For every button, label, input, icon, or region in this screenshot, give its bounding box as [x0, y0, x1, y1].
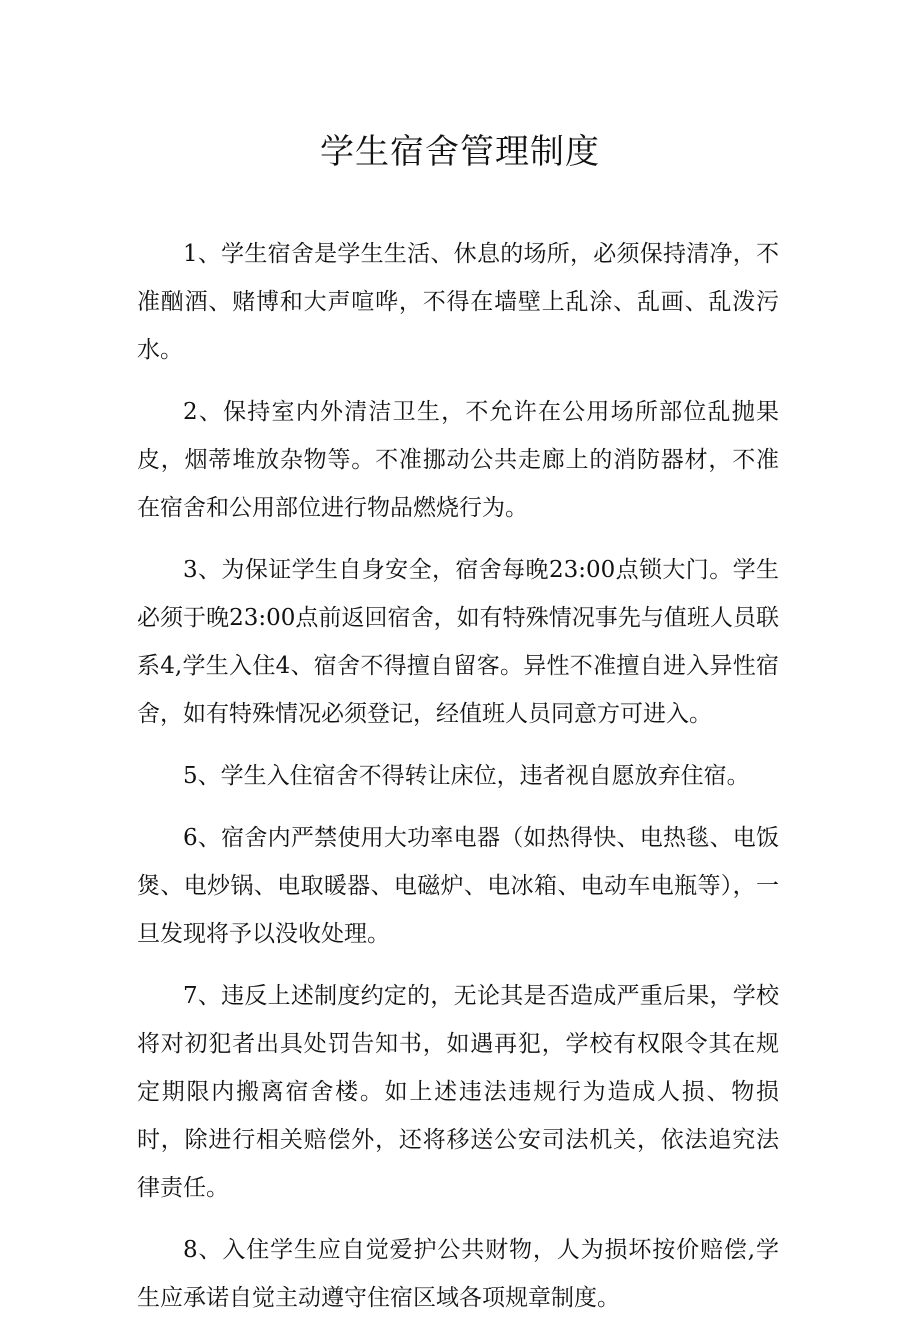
rule-paragraph-3: 3、为保证学生自身安全，宿舍每晚23:00点锁大门。学生必须于晚23:00点前返回宿舍，如有特殊情况事先与值班人员联系4,学生入住4、宿舍不得擅自留客。异性不准擅自进入异性宿舍，如有特殊情况必须登记，经值班人员同意方可进入。 — [137, 557, 779, 727]
rule-paragraph-7: 7、违反上述制度约定的，无论其是否造成严重后果，学校将对初犯者出具处罚告知书，如遇再犯，学校有权限令其在规定期限内搬离宿舍楼。如上述违法违规行为造成人损、物损时，除进行相关赔偿外，还将移送公安司法机关，依法追究法律责任。 — [137, 983, 779, 1201]
rule-paragraph-5: 5、学生入住宿舍不得转让床位，违者视自愿放弃住宿。 — [183, 763, 750, 789]
rule-paragraph-2: 2、保持室内外清洁卫生，不允许在公用场所部位乱抛果皮，烟蒂堆放杂物等。不准挪动公共走廊上的消防器材，不准在宿舍和公用部位进行物品燃烧行为。 — [137, 399, 779, 521]
rule-paragraph-1: 1、学生宿舍是学生生活、休息的场所，必须保持清净，不准酗酒、赌博和大声喧哗，不得在墙壁上乱涂、乱画、乱泼污水。 — [137, 241, 779, 363]
rule-paragraph-6: 6、宿舍内严禁使用大功率电器（如热得快、电热毯、电饭煲、电炒锅、电取暖器、电磁炉、电冰箱、电动车电瓶等），一旦发现将予以没收处理。 — [137, 825, 779, 947]
rule-paragraph-8: 8、入住学生应自觉爱护公共财物，人为损坏按价赔偿,学生应承诺自觉主动遵守住宿区域各项规章制度。 — [137, 1237, 779, 1311]
document-body — [137, 230, 779, 1336]
page-title: 学生宿舍管理制度 — [320, 132, 600, 172]
